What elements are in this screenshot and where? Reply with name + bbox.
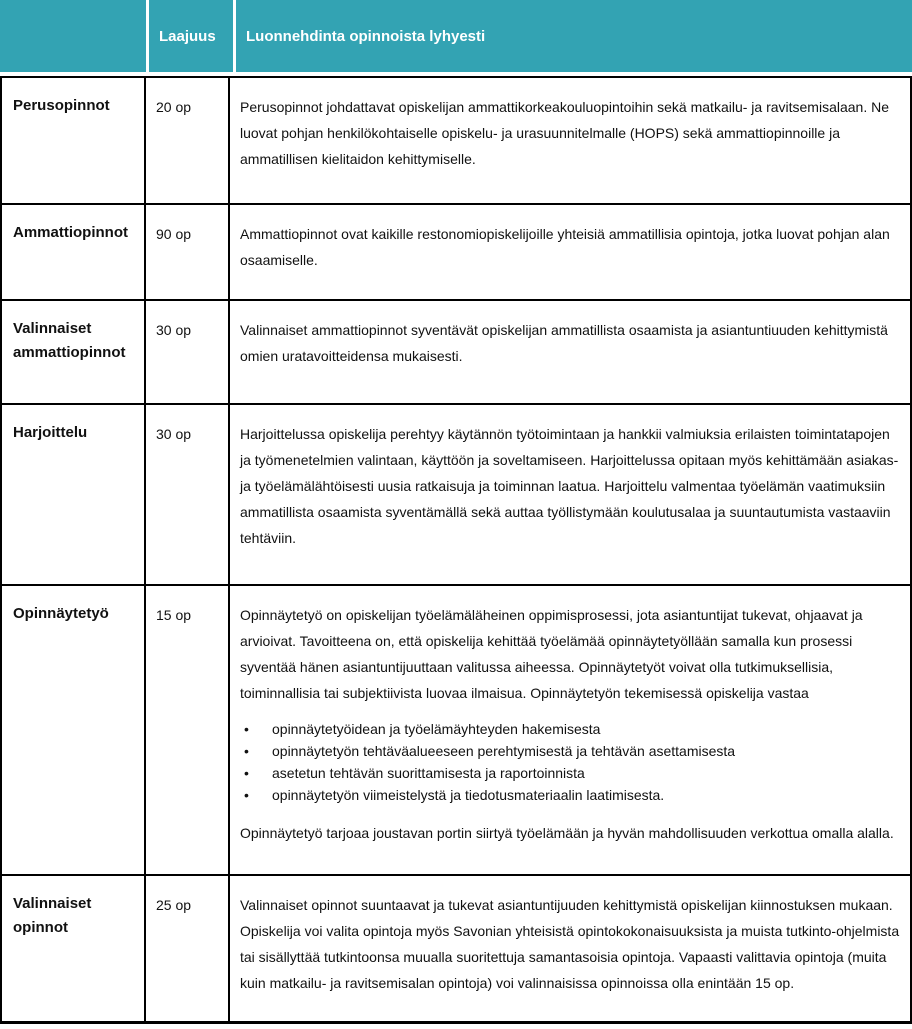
- description-cell: [230, 205, 910, 299]
- category-cell: Valinnaiset ammattiopinnot: [2, 301, 146, 403]
- bullet-item: • asetetun tehtävän suorittamisesta ja raportoinnista: [240, 762, 900, 784]
- extent-cell: 30 op: [146, 405, 230, 584]
- table-row: [2, 301, 910, 405]
- extent-cell: 25 op: [146, 876, 230, 1021]
- description-text: Valinnaiset ammattiopinnot syventävät opiskelijan ammatillista osaamista ja asiantuntiuuden kehittymistä omien uratavoitteidensa mukaisesti.: [240, 322, 888, 364]
- description-text: Harjoittelussa opiskelija perehtyy käytännön työtoimintaan ja hankkii valmiuksia erilaisten toimintatapojen ja työmenetelmien valintaan, käyttöön ja soveltamiseen. Harjoittelussa opitaan myös kehittämään asiakas- ja työelämälähtöisesti uusia ratkaisuja ja toiminnan laatua. Harjoittelu valmentaa työelämän vaatimuksiin ammatillista osaamista syventämällä sekä auttaa työllistymään koulutusalaa ja suuntautumista vastaaviin tehtäviin.: [240, 426, 899, 546]
- description-cell: [230, 78, 910, 203]
- bullet-item: • opinnäytetyön viimeistelystä ja tiedotusmateriaalin laatimisesta.: [240, 784, 900, 806]
- header-cell-category: [0, 0, 146, 72]
- category-cell: Valinnaiset opinnot: [2, 876, 146, 1021]
- table-header-row: [0, 0, 912, 72]
- table-row: [2, 405, 910, 586]
- bullet-item: • opinnäytetyön tehtäväalueeseen perehtymisestä ja tehtävän asettamisesta: [240, 740, 900, 762]
- extent-cell: 90 op: [146, 205, 230, 299]
- category-cell: Harjoittelu: [2, 405, 146, 584]
- extent-cell: 30 op: [146, 301, 230, 403]
- extent-cell: 20 op: [146, 78, 230, 203]
- extent-cell: 15 op: [146, 586, 230, 874]
- thesis-task-list: [240, 718, 900, 806]
- header-cell-description: Luonnehdinta opinnoista lyhyesti: [236, 0, 912, 72]
- category-cell: Perusopinnot: [2, 78, 146, 203]
- table-body: [0, 76, 912, 1024]
- category-cell: Ammattiopinnot: [2, 205, 146, 299]
- description-cell: [230, 301, 910, 403]
- description-cell: [230, 586, 910, 874]
- header-cell-extent: Laajuus: [149, 0, 233, 72]
- description-cell: [230, 876, 910, 1021]
- description-text: Ammattiopinnot ovat kaikille restonomiopiskelijoille yhteisiä ammatillisia opintoja, jotka luovat pohjan alan osaamiselle.: [240, 226, 890, 268]
- table-row: [2, 78, 910, 205]
- table-row: [2, 876, 910, 1021]
- description-text: Opinnäytetyö on opiskelijan työelämäläheinen oppimisprosessi, jota asiantuntijat tukevat, ohjaavat ja arvioivat. Tavoitteena on, että opiskelija kehittää työelämää opinnäytetyöllään samalla kun prosessi syventää hänen asiantuntijuuttaan valitussa aiheessa. Opinnäytetyöt voivat olla tutkimuksellisia, toiminnallisia tai subjektiivista luovaa ilmaisua. Opinnäytetyön tekemisessä opiskelija vastaa: [240, 607, 863, 701]
- description-text: Valinnaiset opinnot suuntaavat ja tukevat asiantuntijuuden kehittymistä opiskelijan kiinnostuksen mukaan. Opiskelija voi valita opintoja myös Savonian yhteisistä opintokokonaisuuksista ja muista tutkinto-ohjelmista tai sisällyttää tutkintoonsa muualla suoritettuja samantasoisia opintoja. Vapaasti valittavia opintoja (muita kuin matkailu- ja ravitsemisalan opintoja) voi valinnaisissa opinnoissa olla enintään 15 op.: [240, 897, 900, 991]
- description-text: Perusopinnot johdattavat opiskelijan ammattikorkeakouluopintoihin sekä matkailu- ja ravitsemisalaan. Ne luovat pohjan henkilökohtaiselle opiskelu- ja urasuunnitelmalle (HOPS) sekä ammattiopinnoille ja ammatillisen kielitaidon kehittymiselle.: [240, 99, 890, 167]
- table-row: [2, 586, 910, 876]
- category-cell: Opinnäytetyö: [2, 586, 146, 874]
- description-cell: [230, 405, 910, 584]
- closing-text: Opinnäytetyö tarjoaa joustavan portin siirtyä työelämään ja hyvän mahdollisuuden verkottua omalla alalla.: [240, 825, 894, 841]
- bullet-item: • opinnäytetyöidean ja työelämäyhteyden hakemisesta: [240, 718, 900, 740]
- table-row: [2, 205, 910, 301]
